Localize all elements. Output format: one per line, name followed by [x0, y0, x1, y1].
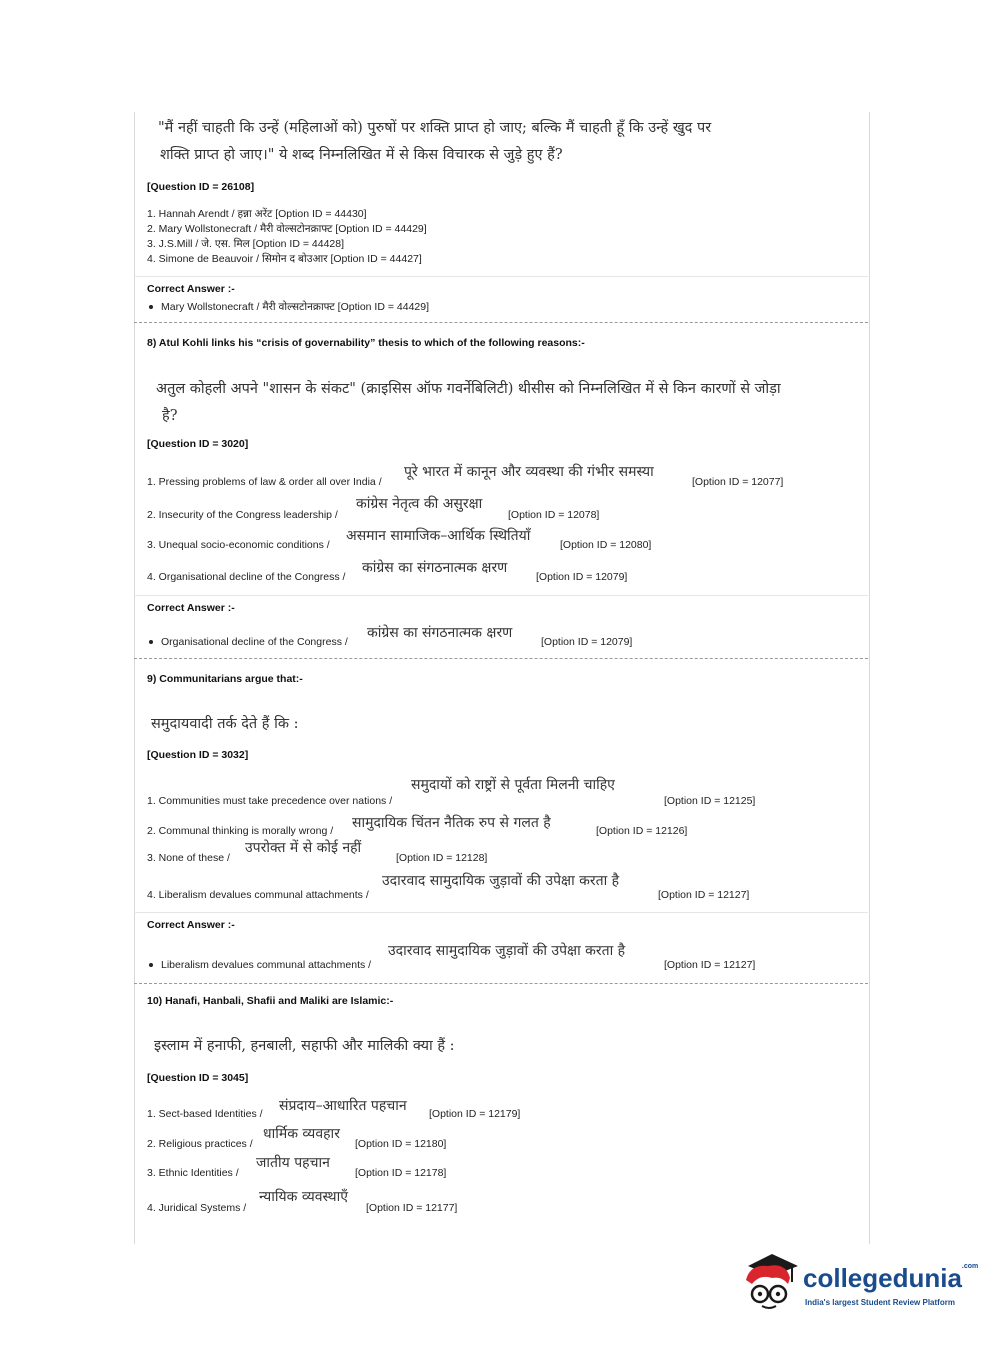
q8-option-1-hi: पूरे भारत में कानून और व्यवस्था की गंभीर समस्या — [404, 464, 654, 480]
question-separator — [134, 322, 868, 323]
q10-option-3-en: 3. Ethnic Identities / — [147, 1167, 239, 1179]
q8-option-2-hi: कांग्रेस नेतृत्व की असुरक्षा — [356, 496, 483, 512]
q7-correct-label: Correct Answer :- — [147, 283, 235, 295]
divider — [134, 595, 868, 596]
q9-option-1-hi: समुदायों को राष्ट्रों से पूर्वता मिलनी चाहिए — [411, 777, 615, 793]
q9-correct-id: [Option ID = 12127] — [664, 959, 756, 971]
question-separator — [134, 983, 868, 984]
q8-question: 8) Atul Kohli links his “crisis of governability” thesis to which of the following reasons:- — [147, 337, 585, 349]
q9-correct-answer — [149, 959, 371, 971]
divider — [134, 276, 868, 277]
q10-option-2-en: 2. Religious practices / — [147, 1138, 253, 1150]
q9-option-4-id: [Option ID = 12127] — [658, 889, 750, 901]
q8-option-3-id: [Option ID = 12080] — [560, 539, 652, 551]
q8-correct-en: Organisational decline of the Congress / — [161, 636, 348, 648]
q10-option-1-hi: संप्रदाय–आधारित पहचान — [279, 1098, 407, 1114]
q9-correct-hi: उदारवाद सामुदायिक जुड़ावों की उपेक्षा करता है — [388, 943, 626, 959]
q9-correct-label: Correct Answer :- — [147, 919, 235, 931]
q8-option-3-hi: असमान सामाजिक–आर्थिक स्थितियाँ — [346, 528, 531, 544]
q9-question-id: [Question ID = 3032] — [147, 749, 249, 761]
q10-option-1-id: [Option ID = 12179] — [429, 1108, 521, 1120]
q9-option-1-id: [Option ID = 12125] — [664, 795, 756, 807]
q9-option-1-en: 1. Communities must take precedence over nations / — [147, 795, 393, 807]
q9-option-3-en: 3. None of these / — [147, 852, 230, 864]
q9-option-2-en: 2. Communal thinking is morally wrong / — [147, 825, 334, 837]
q8-option-1-en: 1. Pressing problems of law & order all over India / — [147, 476, 382, 488]
q10-option-4-en: 4. Juridical Systems / — [147, 1202, 247, 1214]
q7-question-id: [Question ID = 26108] — [147, 181, 255, 193]
brand-name — [803, 1263, 978, 1294]
q8-question-id: [Question ID = 3020] — [147, 438, 249, 450]
bullet — [149, 305, 153, 309]
q7-option-4: 4. Simone de Beauvoir / सिमोन द बोउआर [Option ID = 44427] — [147, 253, 422, 265]
q8-hindi-line1: अतुल कोहली अपने "शासन के संकट" (क्राइसिस ऑफ गवर्नेबिलिटी) थीसीस को निम्नलिखित में से किन कारणों से जोड़ा — [156, 381, 781, 397]
q9-question: 9) Communitarians argue that:- — [147, 673, 303, 685]
q8-option-3-en: 3. Unequal socio-economic conditions / — [147, 539, 330, 551]
q8-correct-id: [Option ID = 12079] — [541, 636, 633, 648]
q7-correct-answer — [149, 300, 429, 314]
q8-option-1-id: [Option ID = 12077] — [692, 476, 784, 488]
q8-option-4-id: [Option ID = 12079] — [536, 571, 628, 583]
q9-option-3-id: [Option ID = 12128] — [396, 852, 488, 864]
q10-option-3-id: [Option ID = 12178] — [355, 1167, 447, 1179]
brand-dotcom: .com — [961, 1263, 979, 1270]
q10-option-3-hi: जातीय पहचान — [256, 1155, 330, 1171]
q10-option-2-hi: धार्मिक व्यवहार — [263, 1126, 340, 1142]
q9-hindi: समुदायवादी तर्क देते हैं कि : — [151, 716, 299, 732]
brand-name-text: collegedunia — [803, 1263, 962, 1293]
collegedunia-mascot-icon — [742, 1250, 802, 1312]
q10-option-4-hi: न्यायिक व्यवस्थाएँ — [259, 1189, 348, 1205]
divider — [134, 912, 868, 913]
q8-option-4-en: 4. Organisational decline of the Congress / — [147, 571, 346, 583]
q7-hindi-line2: शक्ति प्राप्त हो जाए।" ये शब्द निम्नलिखित में से किस विचारक से जुड़े हुए हैं? — [160, 147, 563, 163]
q9-option-2-hi: सामुदायिक चिंतन नैतिक रुप से गलत है — [352, 815, 551, 831]
q9-option-2-id: [Option ID = 12126] — [596, 825, 688, 837]
bullet — [149, 640, 153, 644]
q9-option-4-en: 4. Liberalism devalues communal attachments / — [147, 889, 369, 901]
q8-option-4-hi: कांग्रेस का संगठनात्मक क्षरण — [362, 560, 508, 576]
q10-option-1-en: 1. Sect-based Identities / — [147, 1108, 263, 1120]
q9-option-4-hi: उदारवाद सामुदायिक जुड़ावों की उपेक्षा करता है — [382, 873, 620, 889]
bullet — [149, 963, 153, 967]
q8-correct-label: Correct Answer :- — [147, 602, 235, 614]
q10-hindi: इस्लाम में हनाफी, हनबाली, सहाफी और मालिकी क्या हैं : — [154, 1038, 455, 1054]
q8-correct-hi: कांग्रेस का संगठनात्मक क्षरण — [367, 625, 513, 641]
q8-option-2-en: 2. Insecurity of the Congress leadership / — [147, 509, 338, 521]
q7-hindi-line1: "मैं नहीं चाहती कि उन्हें (महिलाओं को) पुरुषों पर शक्ति प्राप्त हो जाए; बल्कि मैं चाहती हूँ कि उन्हें खुद पर — [158, 120, 712, 136]
q10-question-id: [Question ID = 3045] — [147, 1072, 249, 1084]
q7-option-1: 1. Hannah Arendt / हन्ना अरेंट [Option ID = 44430] — [147, 208, 367, 220]
q7-correct-text: Mary Wollstonecraft / मैरी वोल्सटोनक्राफ्ट [Option ID = 44429] — [161, 301, 429, 313]
q9-option-3-hi: उपरोक्त में से कोई नहीं — [245, 840, 362, 856]
q7-option-3: 3. J.S.Mill / जे. एस. मिल [Option ID = 44428] — [147, 238, 345, 250]
q8-correct-answer — [149, 636, 348, 648]
q10-question: 10) Hanafi, Hanbali, Shafii and Maliki are Islamic:- — [147, 995, 394, 1007]
question-separator — [134, 658, 868, 659]
q7-option-2: 2. Mary Wollstonecraft / मैरी वोल्सटोनक्राफ्ट [Option ID = 44429] — [147, 223, 427, 235]
q10-option-4-id: [Option ID = 12177] — [366, 1202, 458, 1214]
q10-option-2-id: [Option ID = 12180] — [355, 1138, 447, 1150]
q8-option-2-id: [Option ID = 12078] — [508, 509, 600, 521]
brand-tagline: India's largest Student Review Platform — [805, 1298, 955, 1307]
q8-hindi-line2: है? — [162, 408, 178, 424]
q9-correct-en: Liberalism devalues communal attachments / — [161, 959, 372, 971]
